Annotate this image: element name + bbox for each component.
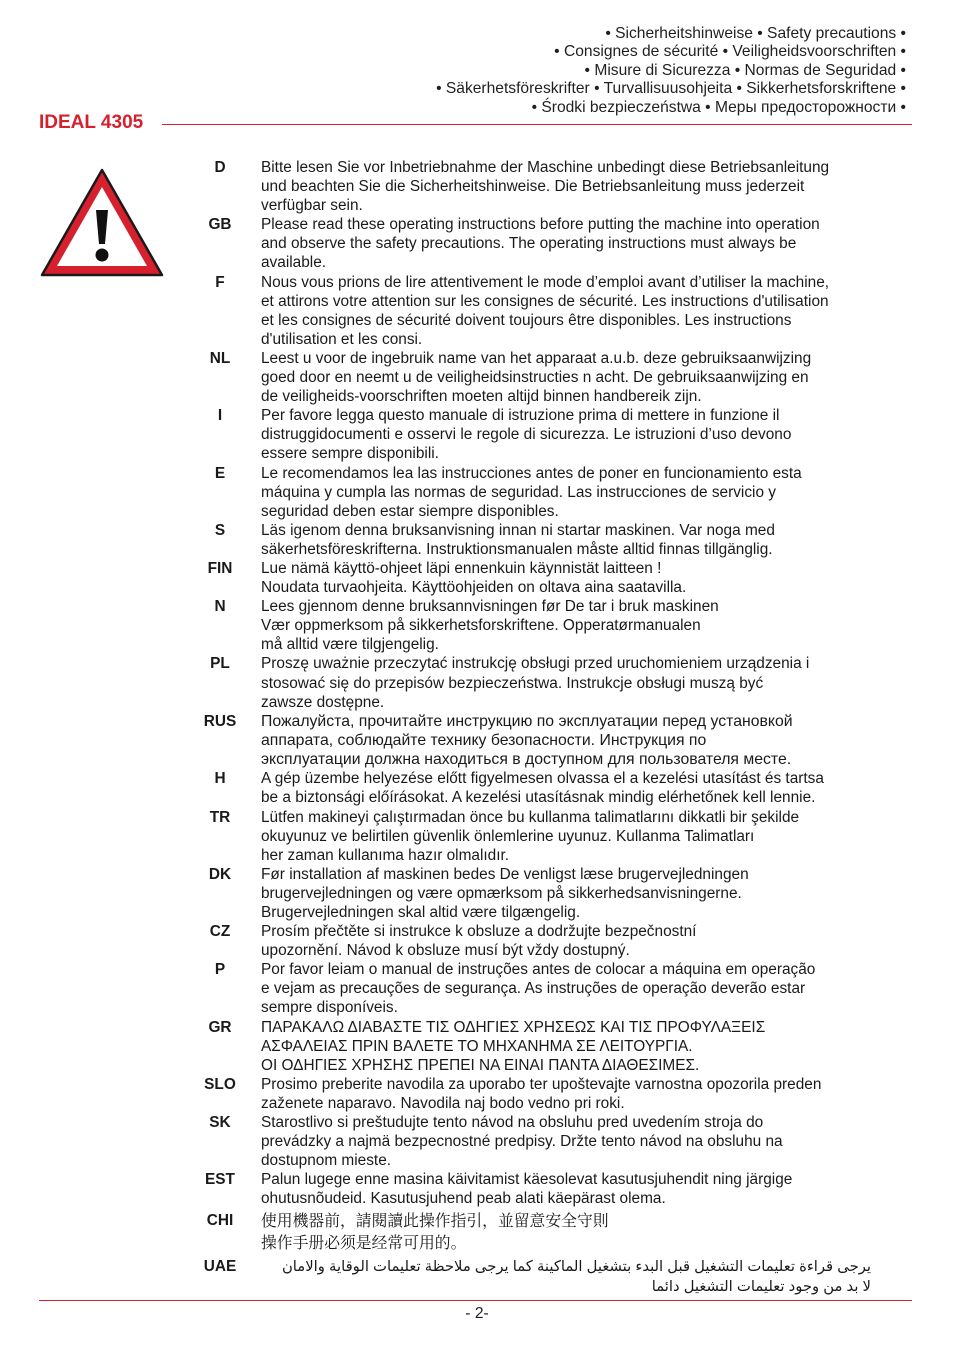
header-titles bbox=[436, 25, 906, 117]
instruction-line: d'utilisation et les consi. bbox=[261, 330, 423, 348]
instruction-line: her zaman kullanıma hazır olmalıdır. bbox=[261, 846, 510, 864]
instruction-line: må alltid være tilgjengelig. bbox=[261, 636, 439, 654]
instruction-e bbox=[195, 464, 935, 521]
instruction-tr bbox=[195, 808, 935, 865]
instruction-text bbox=[261, 769, 935, 807]
instruction-line: essere sempre disponibili. bbox=[261, 445, 439, 463]
header-line: • Sicherheitshinweise • Safety precautions • bbox=[605, 25, 906, 42]
instruction-line: seguridad deben estar siempre disponibles. bbox=[261, 502, 559, 520]
instruction-line: säkerhetsföreskrifterna. Instruktionsmanualen måste alltid finnas tillgänglig. bbox=[261, 540, 773, 558]
instruction-line: zaženete naparavo. Navodila naj bodo vedno pri roki. bbox=[261, 1094, 625, 1112]
language-code: SK bbox=[209, 1114, 231, 1132]
language-code: NL bbox=[209, 349, 231, 367]
instruction-text bbox=[261, 808, 935, 865]
instruction-line: Prosimo preberite navodila za uporabo ter upoštevajte varnostna opozorila preden bbox=[261, 1075, 822, 1093]
instruction-line: Starostlivo si preštudujte tento návod na obsluhu pred uvedením stroja do bbox=[261, 1114, 764, 1132]
language-code: CHI bbox=[206, 1212, 234, 1230]
instruction-text bbox=[261, 215, 935, 272]
instruction-text bbox=[261, 712, 935, 770]
instruction-h bbox=[195, 769, 935, 807]
instruction-line: Før installation af maskinen bedes De venligst læse brugervejledningen bbox=[261, 865, 749, 883]
instruction-line: verfügbar sein. bbox=[261, 197, 363, 215]
instruction-text bbox=[261, 273, 935, 349]
instruction-line: dostupnom mieste. bbox=[261, 1152, 392, 1170]
instruction-line: ohutusnõudeid. Kasutusjuhend peab alati käepärast olema. bbox=[261, 1190, 666, 1208]
instruction-line: Palun lugege enne masina käivitamist käesolevat kasutusjuhendit ning järgige bbox=[261, 1171, 793, 1189]
instruction-f bbox=[195, 273, 935, 349]
language-code: CZ bbox=[209, 923, 231, 941]
product-title: IDEAL 4305 bbox=[39, 112, 144, 133]
header-line: • Misure di Sicurezza • Normas de Seguridad • bbox=[584, 61, 906, 79]
instruction-line: Lütfen makineyi çalıştırmadan önce bu kullanma talimatlarını dikkatli bir şekilde bbox=[261, 808, 800, 826]
instruction-text bbox=[261, 1257, 935, 1297]
instruction-line: Le recomendamos lea las instrucciones antes de poner en funcionamiento esta bbox=[261, 464, 802, 482]
language-code: D bbox=[214, 159, 226, 176]
instruction-line: sempre disponíveis. bbox=[261, 999, 398, 1017]
header-line: • Środki bezpieczeństwa • Меры предосторожности • bbox=[531, 98, 906, 116]
instruction-line: Vær oppmerksom på sikkerhetsforskriftene. Opperatørmanualen bbox=[261, 617, 701, 635]
instruction-line: ΠΑΡΑΚΑΛΩ ΔΙΑΒΑΣΤΕ ΤΙΣ ΟΔΗΓΙΕΣ ΧΡΗΣΕΩΣ ΚΑΙ ΤΙΣ ΠΡΟΦΥΛΑΞΕΙΣ bbox=[261, 1018, 766, 1036]
language-code: RUS bbox=[203, 712, 237, 730]
instruction-text bbox=[261, 922, 935, 960]
language-code: EST bbox=[205, 1171, 235, 1189]
language-code: SLO bbox=[204, 1075, 236, 1093]
instruction-line: und beachten Sie die Sicherheitshinweise. Die Betriebsanleitung muss jederzeit bbox=[261, 178, 805, 196]
instruction-text bbox=[261, 158, 935, 215]
instruction-line: ΑΣΦΑΛΕΙΑΣ ΠΡΙΝ ΒΑΛΕΤΕ ΤΟ ΜΗΧΑΝΗΜΑ ΣΕ ΛΕΙΤΟΥΡΓΙΑ. bbox=[261, 1037, 693, 1055]
safety-instructions-list bbox=[195, 158, 935, 1297]
instruction-n bbox=[195, 597, 935, 654]
instruction-text bbox=[261, 1170, 935, 1208]
language-code: I bbox=[217, 407, 223, 425]
instruction-sk bbox=[195, 1113, 935, 1170]
language-code: GB bbox=[208, 216, 232, 234]
instruction-d bbox=[195, 158, 935, 215]
instruction-text bbox=[261, 521, 935, 559]
instruction-line: Läs igenom denna bruksanvisning innan ni startar maskinen. Var noga med bbox=[261, 521, 775, 539]
header-line: • Säkerhetsföreskrifter • Turvallisuusohjeita • Sikkerhetsforskriftene • bbox=[436, 80, 906, 98]
instruction-line: Leest u voor de ingebruik name van het apparaat a.u.b. deze gebruiksaanwijzing bbox=[261, 349, 812, 367]
language-code: GR bbox=[208, 1018, 232, 1036]
instruction-cz bbox=[195, 922, 935, 960]
instruction-chi bbox=[195, 1211, 935, 1255]
language-code: H bbox=[214, 770, 226, 788]
instruction-text bbox=[261, 1211, 935, 1255]
language-code: UAE bbox=[203, 1258, 237, 1276]
footer-divider bbox=[39, 1300, 912, 1301]
instruction-line: لا بد من وجود تعليمات التشغيل دائما bbox=[651, 1279, 871, 1296]
language-code: PL bbox=[210, 655, 230, 673]
instruction-pl bbox=[195, 654, 935, 711]
instruction-line: Prosím přečtěte si instrukce k obsluze a dodržujte bezpečnostní bbox=[261, 923, 697, 941]
instruction-text bbox=[261, 406, 935, 463]
instruction-text bbox=[261, 559, 935, 597]
instruction-line: аппарата, соблюдайте технику безопасности. Инструкция по bbox=[261, 731, 707, 749]
instruction-text bbox=[261, 865, 935, 922]
instruction-text bbox=[261, 654, 935, 711]
instruction-line: upozornění. Návod k obsluze musí být vždy dostupný. bbox=[261, 942, 630, 960]
instruction-line: and observe the safety precautions. The operating instructions must always be bbox=[261, 235, 797, 253]
language-code: DK bbox=[208, 865, 232, 883]
instruction-line: 使用機器前，請閱讀此操作指引，並留意安全守則 bbox=[261, 1213, 609, 1231]
instruction-line: distruggidocumenti e osservi le regole di sicurezza. Le istruzioni d’uso devono bbox=[261, 426, 792, 444]
instruction-s bbox=[195, 521, 935, 559]
instruction-dk bbox=[195, 865, 935, 922]
instruction-line: stosować się do przepisów bezpieczeństwa. Instrukcje obsługi muszą być bbox=[261, 674, 764, 692]
instruction-line: Lue nämä käyttö-ohjeet läpi ennenkuin käynnistät laitteen ! bbox=[261, 559, 662, 577]
instruction-fin bbox=[195, 559, 935, 597]
instruction-line: okuyunuz ve belirtilen güvenlik önlemlerine uyunuz. Kullanma Talimatları bbox=[261, 827, 755, 845]
instruction-line: be a biztonsági előírásokat. A kezelési utasításnak mindig elérhetőnek kell lennie. bbox=[261, 789, 816, 807]
instruction-line: Brugervejledningen skal altid være tilgængelig. bbox=[261, 903, 581, 921]
instruction-line: Bitte lesen Sie vor Inbetriebnahme der Maschine unbedingt diese Betriebsanleitung bbox=[261, 159, 830, 176]
language-code: FIN bbox=[207, 559, 233, 577]
header-line: • Consignes de sécurité • Veiligheidsvoorschriften • bbox=[554, 43, 906, 61]
instruction-line: zawsze dostępne. bbox=[261, 693, 385, 711]
language-code: TR bbox=[209, 808, 231, 826]
language-code: S bbox=[214, 521, 226, 539]
instruction-line: Proszę uważnie przeczytać instrukcję obsługi przed uruchomieniem urządzenia i bbox=[261, 655, 810, 673]
instruction-line: máquina y cumpla las normas de seguridad. Las instrucciones de servicio y bbox=[261, 483, 776, 501]
instruction-text bbox=[261, 1075, 935, 1113]
instruction-line: Per favore legga questo manuale di istruzione prima di mettere in funzione il bbox=[261, 407, 780, 425]
language-code: F bbox=[215, 273, 225, 291]
instruction-i bbox=[195, 406, 935, 463]
instruction-line: Noudata turvaohjeita. Käyttöohjeiden on oltava aina saatavilla. bbox=[261, 579, 687, 597]
instruction-line: available. bbox=[261, 254, 327, 272]
instruction-line: et attirons votre attention sur les consignes de sécurité. Les instructions d'utilisation bbox=[261, 292, 829, 310]
instruction-line: goed door en neemt u de veiligheidsinstructies n acht. De gebruiksaanwijzing en bbox=[261, 369, 809, 387]
instruction-text bbox=[261, 1113, 935, 1170]
instruction-nl bbox=[195, 349, 935, 406]
instruction-slo bbox=[195, 1075, 935, 1113]
language-code: P bbox=[214, 961, 226, 979]
instruction-line: Lees gjennom denne bruksannvisningen før De tar i bruk maskinen bbox=[261, 598, 719, 616]
instruction-line: et les consignes de sécurité doivent toujours être disponibles. Les instructions bbox=[261, 311, 792, 329]
instruction-line: يرجى قراءة تعليمات التشغيل قبل البدء بتشغيل الماكينة كما يرجى ملاحظة تعليمات الوقاية والامان bbox=[281, 1259, 871, 1276]
instruction-gr bbox=[195, 1018, 935, 1075]
instruction-line: Please read these operating instructions before putting the machine into operation bbox=[261, 216, 820, 234]
instruction-line: эксплуатации должна находиться в доступном для пользователя месте. bbox=[261, 751, 792, 769]
instruction-text bbox=[261, 349, 935, 406]
instruction-text bbox=[261, 464, 935, 521]
instruction-line: Nous vous prions de lire attentivement le mode d’emploi avant d’utiliser la machine, bbox=[261, 273, 830, 291]
page-number: - 2- bbox=[465, 1305, 489, 1322]
instruction-text bbox=[261, 597, 935, 654]
instruction-line: Пожалуйста, прочитайте инструкцию по эксплуатации перед установкой bbox=[261, 712, 793, 730]
instruction-est bbox=[195, 1170, 935, 1208]
instruction-uae bbox=[195, 1257, 935, 1297]
instruction-line: e vejam as precauções de segurança. As instruções de operação deverão estar bbox=[261, 980, 806, 998]
instruction-line: Por favor leiam o manual de instruções antes de colocar a máquina em operação bbox=[261, 961, 816, 979]
instruction-line: A gép üzembe helyezése előtt figyelmesen olvassa el a kezelési utasítást és tartsa bbox=[261, 770, 824, 788]
instruction-line: prevádzky a najmä bezpecnostné predpisy. Držte tento návod na obsluhu na bbox=[261, 1133, 783, 1151]
instruction-line: de veiligheids-voorschriften moeten altijd binnen handbereik zijn. bbox=[261, 388, 702, 406]
instruction-text bbox=[261, 960, 935, 1017]
instruction-p bbox=[195, 960, 935, 1017]
instruction-gb bbox=[195, 215, 935, 272]
instruction-rus bbox=[195, 712, 935, 770]
warning-triangle-icon bbox=[38, 166, 166, 280]
language-code: N bbox=[214, 598, 226, 616]
header-divider bbox=[162, 124, 912, 125]
instruction-line: brugervejledningen og være opmærksom på sikkerhedsanvisningerne. bbox=[261, 884, 742, 902]
language-code: E bbox=[214, 464, 226, 482]
instruction-line: 操作手册必须是经常可用的。 bbox=[261, 1235, 467, 1253]
instruction-line: ΟΙ ΟΔΗΓΙΕΣ ΧΡΗΣΗΣ ΠΡΕΠΕΙ ΝΑ ΕΙΝΑΙ ΠΑΝΤΑ ΔΙΑΘΕΣΙΜΕΣ. bbox=[261, 1056, 700, 1074]
instruction-text bbox=[261, 1018, 935, 1075]
